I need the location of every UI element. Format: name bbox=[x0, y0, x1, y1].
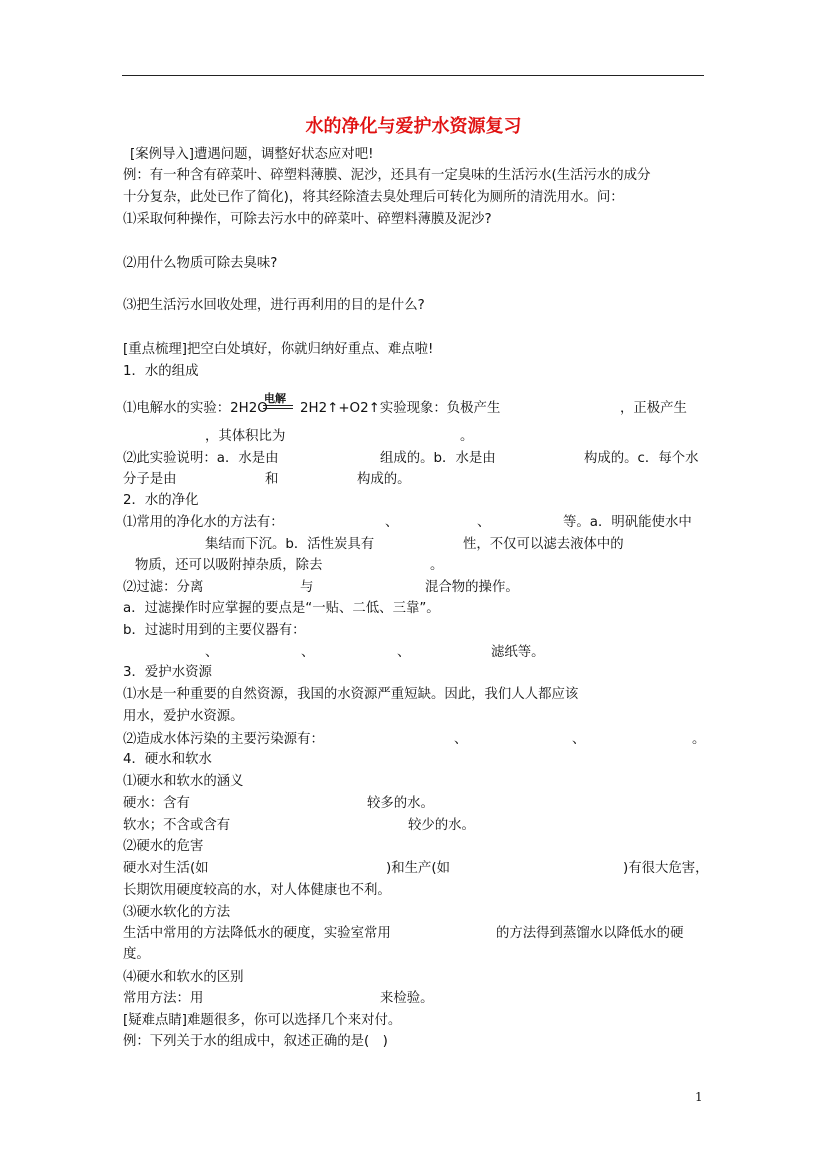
text-segment: 和 bbox=[265, 472, 279, 487]
subheading: ⑴硬水和软水的涵义 bbox=[123, 774, 244, 789]
equation-line bbox=[263, 405, 293, 406]
text-segment: 硬水：含有 bbox=[123, 796, 190, 811]
page-title: 水的净化与爱护水资源复习 bbox=[305, 116, 522, 137]
text-segment: )有很大危害， bbox=[623, 861, 709, 876]
filtration-points: a．过滤操作时应掌握的要点是“一贴、二低、三靠”。 bbox=[123, 601, 440, 616]
text-segment: 物质，还可以吸附掉杂质，除去 bbox=[135, 558, 323, 573]
text-segment: 性，不仅可以滤去液体中的 bbox=[463, 537, 624, 552]
text-segment: 。 bbox=[430, 558, 444, 573]
text-segment: )和生产(如 bbox=[386, 861, 451, 876]
electrolysis-condition-mark bbox=[263, 390, 293, 410]
subheading: ⑷硬水和软水的区别 bbox=[123, 970, 244, 985]
header-rule bbox=[122, 75, 704, 76]
section-case-intro: [案例导入]遭遇问题，调整好状态应对吧! bbox=[130, 147, 374, 162]
text-segment: 生活中常用的方法降低水的硬度，实验室常用 bbox=[123, 926, 391, 941]
text-segment: 软水；不含或含有 bbox=[123, 818, 231, 833]
page-number: 1 bbox=[695, 1090, 703, 1104]
text-segment: 的方法得到蒸馏水以降低水的硬 bbox=[496, 926, 684, 941]
heading-hard-soft-water: 4．硬水和软水 bbox=[123, 752, 212, 767]
text-segment: 、 bbox=[205, 645, 219, 660]
text-segment: 、 bbox=[477, 515, 491, 530]
section-key-points: [重点梳理]把空白处填好，你就归纳好重点、难点啦! bbox=[123, 342, 434, 357]
text-segment: 构成的。c．每个水 bbox=[584, 451, 699, 466]
text-segment: 硬水对生活(如 bbox=[123, 861, 209, 876]
protect-water-text: 用水，爱护水资源。 bbox=[123, 709, 244, 724]
hard-water-harm-text: 长期饮用硬度较高的水，对人体健康也不利。 bbox=[123, 883, 391, 898]
text-segment: 等。a．明矾能使水中 bbox=[563, 515, 692, 530]
text-segment: 、 bbox=[454, 732, 468, 747]
question-1: ⑴采取何种操作，可除去污水中的碎菜叶、碎塑料薄膜及泥沙? bbox=[123, 212, 492, 227]
text-segment: 、 bbox=[397, 645, 411, 660]
text-segment: 。 bbox=[692, 732, 706, 747]
heading-water-purification: 2．水的净化 bbox=[123, 493, 199, 508]
text-segment: ⑵造成水体污染的主要污染源有： bbox=[123, 732, 324, 747]
text-segment: ⑵此实验说明：a．水是由 bbox=[123, 451, 279, 466]
text-segment: 来检验。 bbox=[380, 991, 434, 1006]
filtration-instruments: b．过滤时用到的主要仪器有： bbox=[123, 623, 306, 638]
text-segment: 2H2↑+O2↑实验现象：负极产生 bbox=[300, 401, 501, 416]
text-segment: 较少的水。 bbox=[408, 818, 475, 833]
subheading: ⑵硬水的危害 bbox=[123, 839, 204, 854]
equation-line bbox=[263, 408, 293, 409]
text-segment: 、 bbox=[385, 515, 399, 530]
text-segment: 组成的。b．水是由 bbox=[380, 451, 496, 466]
example-text: 十分复杂，此处已作了简化)，将其经除渣去臭处理后可转化为厕所的清洗用水。问： bbox=[123, 190, 624, 205]
question-2: ⑵用什么物质可除去臭味? bbox=[123, 256, 278, 271]
heading-protect-water: 3．爱护水资源 bbox=[123, 665, 212, 680]
question-3: ⑶把生活污水回收处理，进行再利用的目的是什么? bbox=[123, 298, 425, 313]
example-question: 例：下列关于水的组成中，叙述正确的是( ) bbox=[123, 1034, 388, 1049]
text-segment: 混合物的操作。 bbox=[425, 580, 519, 595]
heading-water-composition: 1．水的组成 bbox=[123, 364, 199, 379]
text-segment: 集结而下沉。b．活性炭具有 bbox=[205, 537, 375, 552]
text-segment: 与 bbox=[300, 580, 314, 595]
text-segment: ⑴常用的净化水的方法有： bbox=[123, 515, 284, 530]
text-segment: 、 bbox=[572, 732, 586, 747]
subheading: ⑶硬水软化的方法 bbox=[123, 905, 231, 920]
text-segment: 、 bbox=[301, 645, 315, 660]
equation-condition-label: 电解 bbox=[264, 392, 286, 405]
text-segment: ⑵过滤：分离 bbox=[123, 580, 204, 595]
text-segment: ，正极产生 bbox=[620, 401, 687, 416]
softening-text: 度。 bbox=[123, 947, 150, 962]
text-segment: ，其体积比为 bbox=[205, 429, 286, 444]
text-segment: 。 bbox=[460, 429, 474, 444]
example-text: 例：有一种含有碎菜叶、碎塑料薄膜、泥沙，还具有一定臭味的生活污水(生活污水的成分 bbox=[123, 168, 651, 183]
section-difficult-points: [疑难点睛]难题很多，你可以选择几个来对付。 bbox=[123, 1013, 402, 1028]
text-segment: 构成的。 bbox=[357, 472, 411, 487]
text-segment: ⑴电解水的实验：2H2O bbox=[123, 401, 268, 416]
text-segment: 常用方法：用 bbox=[123, 991, 204, 1006]
text-segment: 较多的水。 bbox=[367, 796, 434, 811]
text-segment: 分子是由 bbox=[123, 472, 177, 487]
protect-water-text: ⑴水是一种重要的自然资源，我国的水资源严重短缺。因此，我们人人都应该 bbox=[123, 687, 579, 702]
text-segment: 滤纸等。 bbox=[491, 645, 545, 660]
